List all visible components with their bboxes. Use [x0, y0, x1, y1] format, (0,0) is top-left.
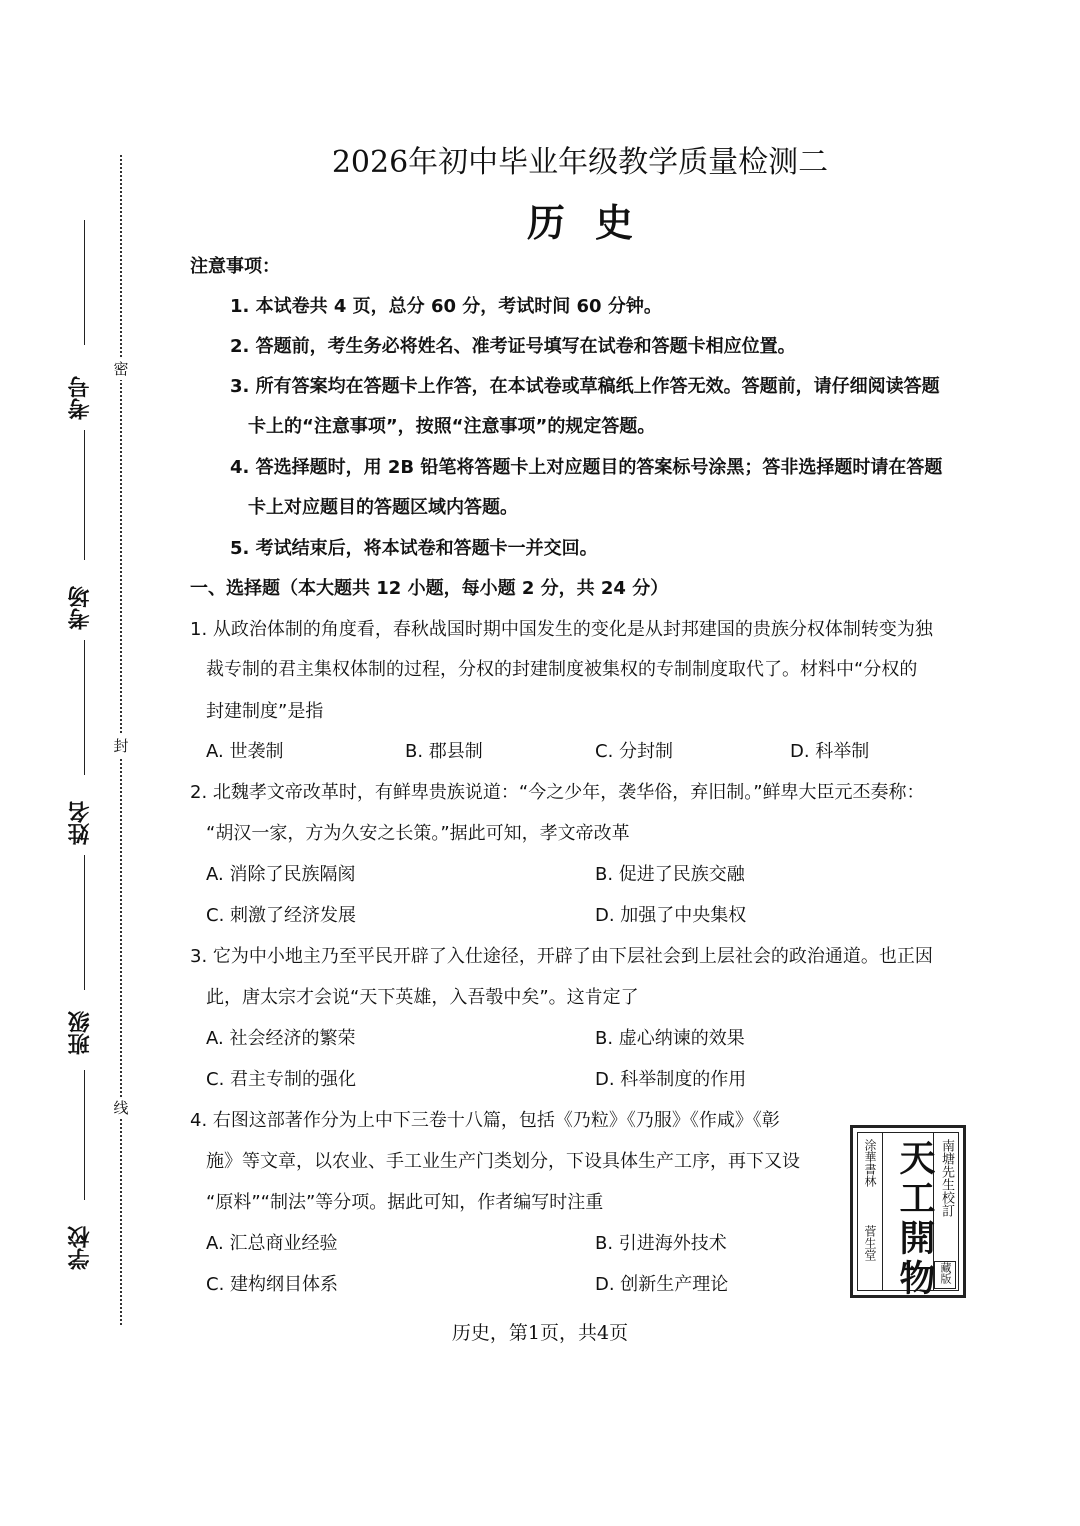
exam-room-label: 考场 — [68, 586, 93, 630]
question-3-line: 此，唐太宗才会说“天下英雄，入吾彀中矣”。这肯定了 — [206, 987, 639, 1008]
question-4-line: “原料”“制法”等分项。据此可知，作者编写时注重 — [206, 1192, 604, 1213]
cover-publisher: 涂華書林 — [863, 1139, 877, 1187]
question-2-line: “胡汉一家，方为久安之长策。”据此可知，孝文帝改革 — [206, 823, 630, 844]
section-heading: 一、选择题（本大题共 12 小题，每小题 2 分，共 24 分） — [190, 578, 669, 599]
seal-mark-feng: 封 — [110, 735, 132, 757]
notice-heading: 注意事项： — [190, 256, 280, 277]
subject-title: 历史 — [526, 201, 663, 245]
seal-mark-mi: 密 — [110, 358, 132, 380]
option-d[interactable]: D. 创新生产理论 — [595, 1274, 729, 1295]
exam-room-field[interactable] — [40, 455, 120, 705]
option-c[interactable]: C. 分封制 — [595, 741, 674, 762]
exam-number-field[interactable] — [40, 220, 120, 455]
option-a[interactable]: A. 消除了民族隔阂 — [206, 864, 356, 885]
question-1-line: 封建制度”是指 — [206, 701, 324, 722]
option-c[interactable]: C. 建构纲目体系 — [206, 1274, 339, 1295]
option-d[interactable]: D. 加强了中央集权 — [595, 905, 747, 926]
school-field[interactable] — [40, 1070, 120, 1270]
exam-number-label: 考号 — [68, 376, 93, 420]
option-a[interactable]: A. 社会经济的繁荣 — [206, 1028, 356, 1049]
seal-mark-xian: 线 — [110, 1097, 132, 1119]
question-1-line: 裁专制的君主集权体制的过程，分权的封建制度被集权的专制制度取代了。材料中“分权的 — [206, 659, 918, 680]
cover-title: 天工開物 — [894, 1139, 936, 1299]
option-c[interactable]: C. 刺激了经济发展 — [206, 905, 357, 926]
tiangong-kaiwu-cover-image — [850, 1125, 966, 1298]
exam-title: 2026年初中毕业年级教学质量检测二 — [331, 145, 829, 180]
option-b[interactable]: B. 郡县制 — [405, 741, 483, 762]
option-b[interactable]: B. 引进海外技术 — [595, 1233, 727, 1254]
question-2-line: 2. 北魏孝文帝改革时，有鲜卑贵族说道：“今之少年，袭华俗，弃旧制。”鲜卑大臣元丕奏称： — [190, 782, 925, 803]
name-field[interactable] — [40, 705, 120, 945]
cover-hall: 菅生堂 — [863, 1225, 877, 1261]
notice-item: 5. 考试结束后，将本试卷和答题卡一并交回。 — [230, 538, 598, 559]
option-a[interactable]: A. 世袭制 — [206, 741, 284, 762]
class-field[interactable] — [40, 945, 120, 1070]
question-3-line: 3. 它为中小地主乃至平民开辟了入仕途径，开辟了由下层社会到上层社会的政治通道。也正因 — [190, 946, 933, 967]
option-b[interactable]: B. 虚心纳谏的效果 — [595, 1028, 745, 1049]
question-4-line: 4. 右图这部著作分为上中下三卷十八篇，包括《乃粒》《乃服》《作咸》《彰 — [190, 1110, 780, 1131]
option-d[interactable]: D. 科举制度的作用 — [595, 1069, 747, 1090]
page-footer: 历史，第1页，共4页 — [451, 1322, 629, 1344]
name-label: 姓名 — [68, 801, 93, 845]
option-d[interactable]: D. 科举制 — [790, 741, 870, 762]
notice-item-cont: 卡上对应题目的答题区域内答题。 — [248, 497, 518, 518]
notice-item: 1. 本试卷共 4 页，总分 60 分，考试时间 60 分钟。 — [230, 296, 662, 317]
school-label: 学校 — [68, 1226, 93, 1270]
notice-item: 4. 答选择题时，用 2B 铅笔将答题卡上对应题目的答案标号涂黑；答非选择题时请在答题 — [230, 457, 943, 478]
cover-proofreader: 南塘先生校訂 — [939, 1139, 954, 1217]
option-b[interactable]: B. 促进了民族交融 — [595, 864, 745, 885]
option-c[interactable]: C. 君主专制的强化 — [206, 1069, 357, 1090]
notice-item: 3. 所有答案均在答题卡上作答，在本试卷或草稿纸上作答无效。答题前，请仔细阅读答题 — [230, 376, 940, 397]
notice-item-cont: 卡上的“注意事项”，按照“注意事项”的规定答题。 — [248, 416, 656, 437]
option-a[interactable]: A. 汇总商业经验 — [206, 1233, 338, 1254]
class-label: 班级 — [68, 1011, 93, 1055]
cover-seal: 藏版 — [934, 1261, 956, 1289]
question-4-line: 施》等文章，以农业、手工业生产门类划分，下设具体生产工序，再下又设 — [206, 1151, 800, 1172]
question-1-line: 1. 从政治体制的角度看，春秋战国时期中国发生的变化是从封邦建国的贵族分权体制转变为独 — [190, 619, 933, 640]
notice-item: 2. 答题前，考生务必将姓名、准考证号填写在试卷和答题卡相应位置。 — [230, 336, 796, 357]
